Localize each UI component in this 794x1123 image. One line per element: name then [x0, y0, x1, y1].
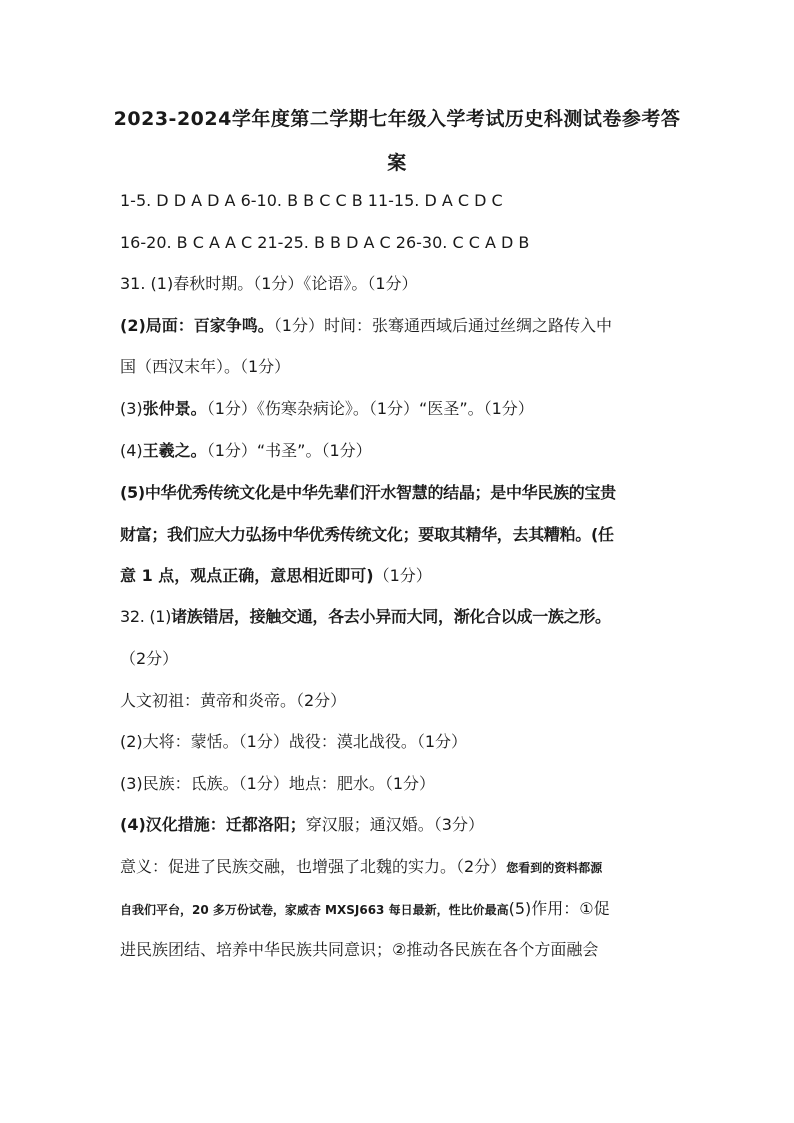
q31-part-5-note: 意 1 点，观点正确，意思相近即可): [120, 566, 374, 585]
q31-part-4-number: (4): [120, 441, 143, 460]
choice-answers-row-1: 1-5. D D A D A 6-10. B B C C B 11-15. D A C D C: [120, 191, 503, 210]
q31-part-4-answer: 王羲之。: [142, 441, 207, 460]
q32-part-4-significance-text: 意义：促进了民族交融，也增强了北魏的实力。（2分）: [120, 857, 507, 876]
choice-answers-row-2: 16-20. B C A A C 21-25. B B D A C 26-30. C C A D B: [120, 233, 530, 252]
q32-part-4-rest: 穿汉服；通汉婚。（3分）: [305, 815, 484, 834]
q32-part-4: [120, 814, 680, 836]
q32-part-1: [120, 606, 680, 628]
q32-promo-line: [120, 898, 680, 921]
q32-part-1-score: （2分）: [120, 649, 179, 668]
q31-part-1: 31. (1)春秋时期。（1分）《论语》。（1分）: [120, 274, 418, 293]
q31-part-2: [120, 315, 680, 337]
document-title-line-1: 2023-2024学年度第二学期七年级入学考试历史科测试卷参考答: [113, 108, 681, 130]
q32-part-1-number: 32. (1): [120, 607, 172, 626]
q31-part-2-continued: 国（西汉末年）。（1分）: [120, 357, 291, 376]
q32-part-1-ancestors: 人文初祖：黄帝和炎帝。（2分）: [120, 691, 347, 710]
q31-part-4: [120, 440, 680, 462]
promo-text-start: 您看到的资料都源: [506, 861, 603, 875]
q31-part-2-answer: (2)局面：百家争鸣。: [120, 316, 274, 335]
q31-part-3: [120, 398, 680, 420]
q31-part-3-number: (3): [120, 399, 143, 418]
q31-part-5-line-3: [120, 565, 680, 587]
q32-part-4-significance: [120, 856, 680, 879]
q32-part-4-measures: (4)汉化措施：迁都洛阳；: [120, 815, 306, 834]
q31-part-5-score: （1分）: [373, 566, 432, 585]
document-title-line-2: 案: [387, 152, 407, 174]
q31-part-2-rest: （1分）时间：张骞通西域后通过丝绸之路传入中: [273, 316, 612, 335]
q31-part-3-rest: （1分）《伤寒杂病论》。（1分）“医圣”。（1分）: [206, 399, 534, 418]
q31-part-3-answer: 张仲景。: [142, 399, 207, 418]
q32-part-3: (3)民族：氐族。（1分）地点：肥水。（1分）: [120, 774, 436, 793]
q32-part-5-continued: 进民族团结、培养中华民族共同意识；②推动各民族在各个方面融会: [120, 940, 599, 959]
q32-part-2: (2)大将：蒙恬。（1分）战役：漠北战役。（1分）: [120, 732, 468, 751]
q31-part-5-line-1: (5)中华优秀传统文化是中华先辈们汗水智慧的结晶；是中华民族的宝贵: [120, 483, 616, 502]
q32-part-5-start: (5)作用：①促: [508, 899, 610, 918]
promo-text-continued: 自我们平台，20 多万份试卷，家威杏 MXSJ663 每日最新，性比价最高: [120, 903, 509, 917]
q32-part-1-answer: 诸族错居，接触交通，各去小异而大同，渐化合以成一族之形。: [171, 607, 611, 626]
q31-part-4-rest: （1分）“书圣”。（1分）: [206, 441, 372, 460]
q31-part-5-line-2: 财富；我们应大力弘扬中华优秀传统文化；要取其精华，去其糟粕。(任: [120, 525, 614, 544]
